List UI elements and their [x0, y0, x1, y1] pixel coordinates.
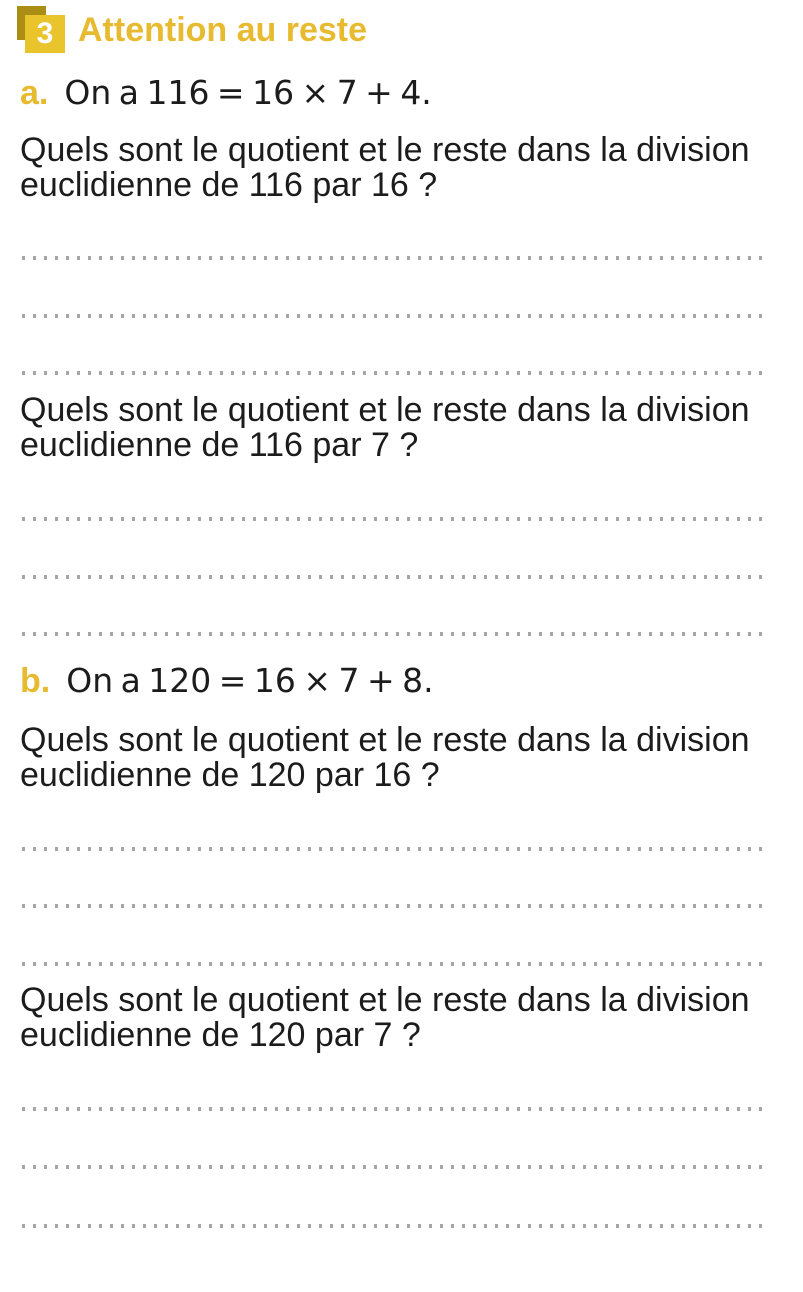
question-b1: Quels sont le quotient et le reste dans la division euclidienne de 120 par 16 ? [20, 721, 750, 794]
answer-line [22, 962, 765, 966]
statement-b [20, 663, 434, 699]
question-a1: Quels sont le quotient et le reste dans la division euclidienne de 116 par 16 ? [20, 131, 750, 204]
question-a2: Quels sont le quotient et le reste dans la division euclidienne de 116 par 7 ? [20, 391, 750, 464]
answer-line [22, 517, 765, 521]
exercise-number: 3 [36, 17, 54, 50]
exercise-number-badge [25, 15, 65, 53]
answer-line [22, 632, 765, 636]
answer-line [22, 575, 765, 579]
answer-line [22, 1165, 765, 1169]
answer-line [22, 1224, 765, 1228]
exercise-title: Attention au reste [78, 11, 368, 49]
answer-line [22, 904, 765, 908]
statement-text-b: On a 120 = 16 × 7 + 8. [66, 661, 434, 700]
answer-line [22, 847, 765, 851]
answer-line [22, 256, 765, 260]
answer-line [22, 314, 765, 318]
question-b2: Quels sont le quotient et le reste dans la division euclidienne de 120 par 7 ? [20, 981, 750, 1054]
part-label-a: a. [20, 74, 49, 112]
statement-a [20, 75, 432, 111]
answer-line [22, 1107, 765, 1111]
part-label-b: b. [20, 662, 51, 700]
statement-text-a: On a 116 = 16 × 7 + 4. [64, 73, 432, 112]
answer-line [22, 371, 765, 375]
